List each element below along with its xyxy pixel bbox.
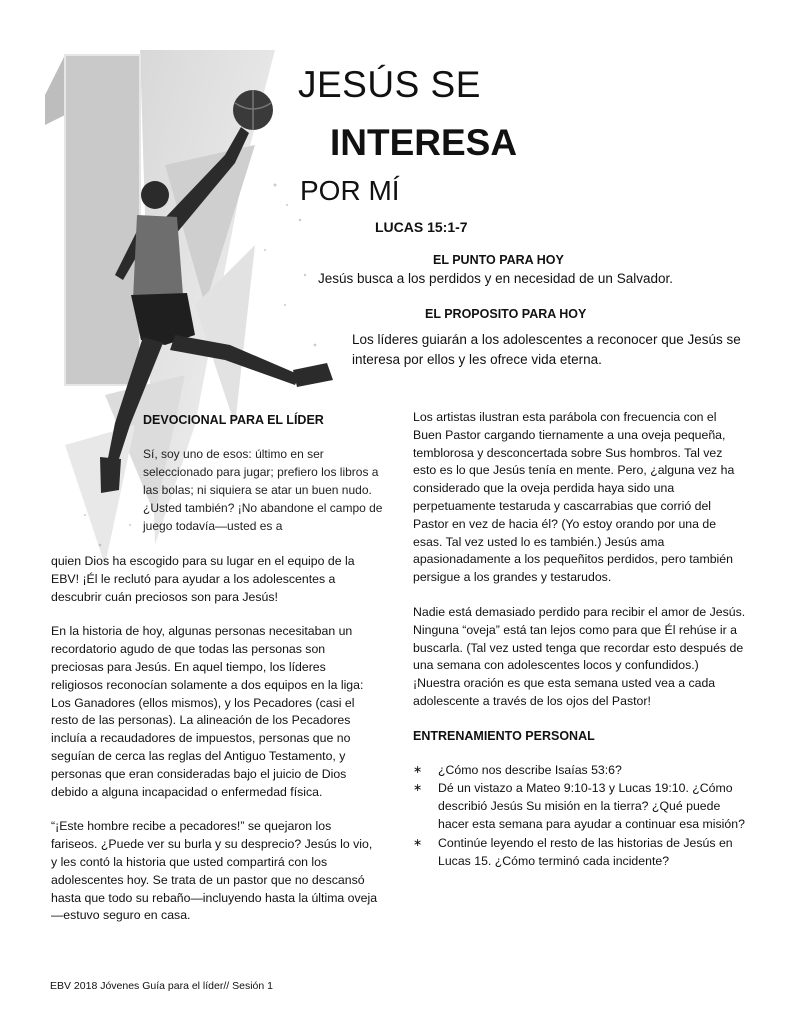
devotional-intro: Sí, soy uno de esos: último en ser seleccionado para jugar; prefiero los libros a las bolas; ni siquiera se atar un buen nudo. ¿Usted también? ¡No abandone el campo de juego todavía—usted es a — [143, 447, 383, 533]
asterisk-bullet-icon: ∗ — [413, 836, 423, 849]
point-text: Jesús busca a los perdidos y en necesidad de un Salvador. — [318, 271, 673, 286]
numeral-one-icon — [45, 55, 140, 385]
purpose-heading: EL PROPOSITO PARA HOY — [425, 307, 587, 321]
title-line-3: POR MÍ — [300, 175, 400, 206]
list-item — [413, 762, 748, 780]
point-heading: EL PUNTO PARA HOY — [433, 253, 564, 267]
paragraph: En la historia de hoy, algunas personas necesitaban un recordatorio agudo de que todas las personas son preciosas para Jesús. En aquel tiempo, los líderes religiosos reconocían solamente a dos equipos en la liga: Los Ganadores (ellos mismos), y los Pecadores (casi el resto de las personas). La alineación de los Pecadores incluía a recaudadores de impuestos, personas que no seguían de cerca las reglas del Antiguo Testamento, y personas que eran consideradas bajo el juicio de Dios debido a alguna incapacidad o enfermedad física. — [51, 624, 364, 799]
paragraph: Nadie está demasiado perdido para recibir el amor de Jesús. Ninguna “oveja” está tan lejos como para que Él rehúse ir a buscarla. (Tal vez usted tenga que recordar esto después de una semana con adolescentes locos y confundidos.) ¡Nuestra oración es que esta semana usted vea a cada adolescente a través de los ojos del Pastor! — [413, 604, 746, 708]
paragraph: quien Dios ha escogido para su lugar en el equipo de la EBV! ¡Él le reclutó para ayudar a los adolescentes a descubrir cuán preciosos son para Jesús! — [51, 554, 355, 604]
title-line-2: INTERESA — [330, 122, 518, 163]
title-line-1: JESÚS SE — [298, 64, 481, 105]
devotional-heading: DEVOCIONAL PARA EL LÍDER — [143, 413, 324, 427]
paragraph: Los artistas ilustran esta parábola con frecuencia con el Buen Pastor cargando tiernamente a una oveja pequeña, temblorosa y desconcertada sobre Sus hombros. Tal vez esto es lo que Jesús tenía en mente. Pero, ¿alguna vez ha considerado que la oveja perdida haya sido una perpetuamente testaruda y cascarrabias que corrió del Pastor en vez de hacia él? (Yo estoy orando por una de esas. Tal vez usted lo es también.) Jesús ama apasionadamente a los pequeñitos perdidos, pero también persigue a los grandes y testarudos. — [413, 410, 735, 585]
list-item — [413, 780, 748, 833]
scripture-reference: LUCAS 15:1-7 — [375, 219, 468, 235]
page-footer: EBV 2018 Jóvenes Guía para el líder// Sesión 1 — [50, 980, 273, 992]
list-item-text: ¿Cómo nos describe Isaías 53:6? — [438, 762, 622, 777]
left-column — [51, 553, 381, 942]
training-heading: ENTRENAMIENTO PERSONAL — [413, 728, 595, 743]
paragraph: “¡Este hombre recibe a pecadores!” se quejaron los fariseos. ¿Puede ver su burla y su desprecio? Jesús lo vio, y les contó la historia que usted compartirá con los adolescentes hoy. Se trata de un pastor que no descansó hasta que todo su rebaño—incluyendo hasta la última oveja—estuvo seguro en casa. — [51, 819, 378, 923]
right-column — [413, 409, 748, 871]
list-item-text: Dé un vistazo a Mateo 9:10-13 y Lucas 19:10. ¿Cómo describió Jesús Su misión en la tierra? ¿Qué puede hacer esta semana para ayudar a continuar esa misión? — [438, 781, 745, 831]
training-list — [413, 762, 748, 871]
asterisk-bullet-icon: ∗ — [413, 782, 423, 795]
basketball-icon — [233, 90, 273, 130]
purpose-text: Los líderes guiarán a los adolescentes a reconocer que Jesús se interesa por ellos y les ofrece vida eterna. — [352, 332, 741, 367]
list-item — [413, 835, 748, 871]
asterisk-bullet-icon: ∗ — [413, 763, 423, 776]
list-item-text: Continúe leyendo el resto de las historias de Jesús en Lucas 15. ¿Cómo terminó cada incidente? — [438, 835, 733, 868]
